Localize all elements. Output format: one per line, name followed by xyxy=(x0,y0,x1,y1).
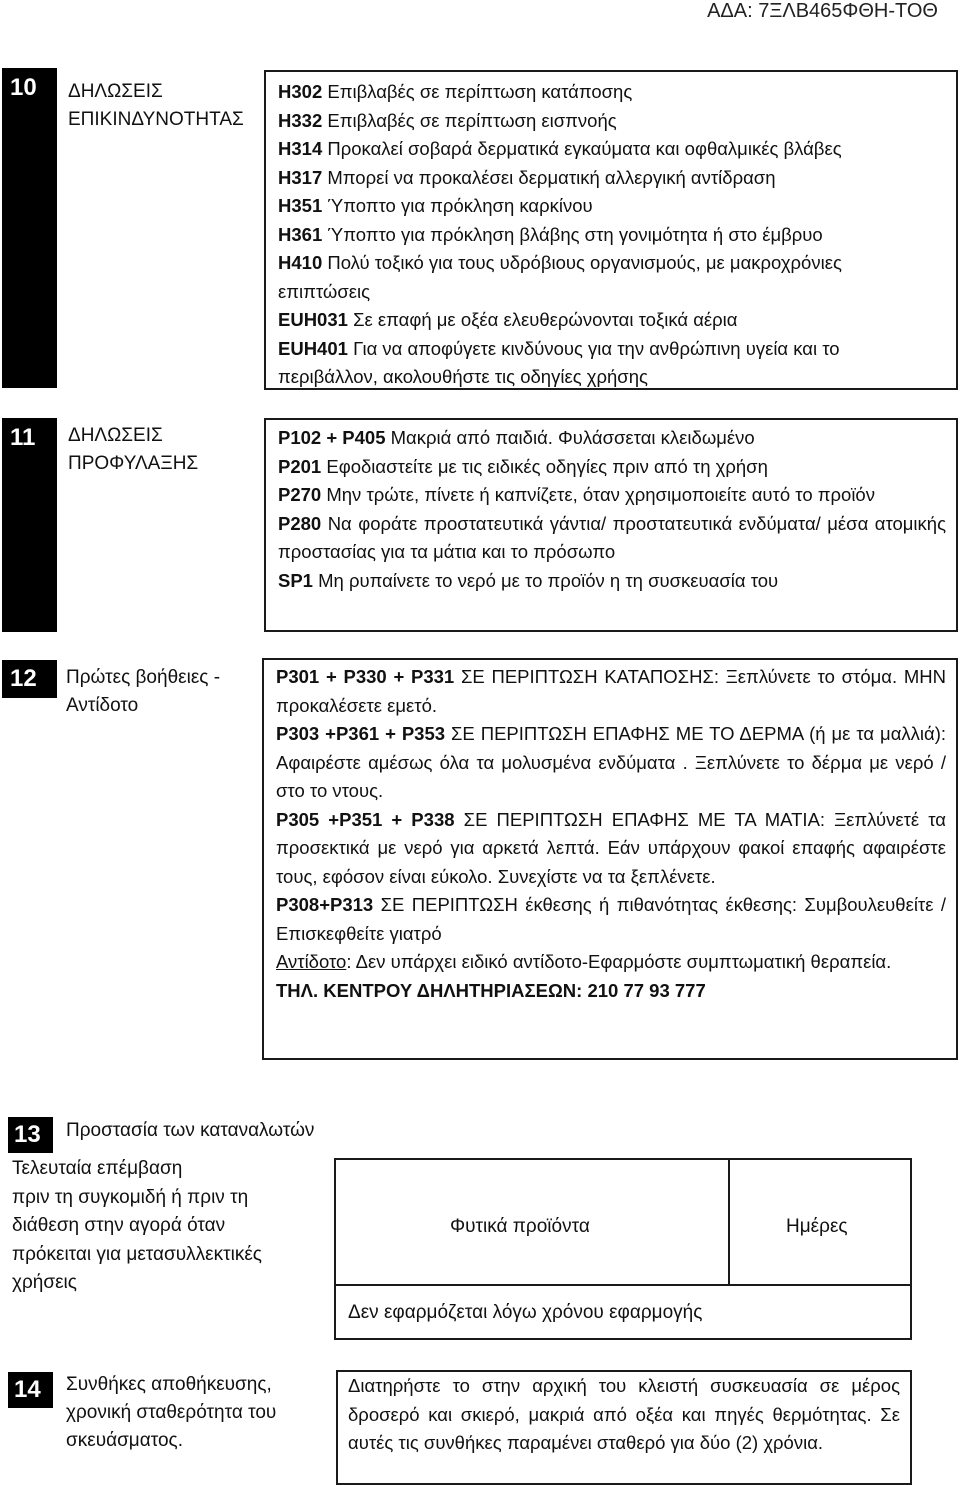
hazard-line: EUH031 Σε επαφή με οξέα ελευθερώνονται τοξικά αέρια xyxy=(278,309,738,330)
section-10-number-box xyxy=(2,68,57,388)
phi-table-divider xyxy=(728,1160,730,1284)
section-12-number-box xyxy=(2,660,57,698)
poison-center-phone: ΤΗΛ. ΚΕΝΤΡΟΥ ΔΗΛΗΤΗΡΙΑΣΕΩΝ: 210 77 93 777 xyxy=(276,979,706,1001)
hazard-line: EUH401 Για να αποφύγετε κινδύνους για την ανθρώπινη υγεία και το xyxy=(278,337,840,359)
section-11-number-box xyxy=(2,418,57,632)
hazard-line: H302 Επιβλαβές σε περίπτωση κατάποσης xyxy=(278,81,633,102)
precaution-line: P270 Μην τρώτε, πίνετε ή καπνίζετε, όταν χρησιμοποιείτε αυτό το προϊόν xyxy=(278,484,875,505)
section-11-title: ΔΗΛΩΣΕΙΣ ΠΡΟΦΥΛΑΞΗΣ xyxy=(68,425,199,474)
precaution-line: P280 Να φοράτε προστατευτικά γάντια/ προστατευτικά ενδύματα/ μέσα ατομικής προστασίας για τα μάτια και το πρόσωπο xyxy=(278,512,946,562)
hazard-line: H314 Προκαλεί σοβαρά δερματικά εγκαύματα και οφθαλμικές βλάβες xyxy=(278,138,842,159)
section-14-number-box xyxy=(8,1372,53,1408)
section-10-number: 10 xyxy=(10,74,37,101)
section-13-title: Προστασία των καταναλωτών xyxy=(66,1120,315,1141)
hazard-line: H351 Ύποπτο για πρόκληση καρκίνου xyxy=(278,195,593,216)
hazard-line: H332 Επιβλαβές σε περίπτωση εισπνοής xyxy=(278,109,617,131)
precaution-line: P102 + P405 Μακριά από παιδιά. Φυλάσσεται κλειδωμένο xyxy=(278,427,755,448)
section-14-title: Συνθήκες αποθήκευσης, χρονική σταθερότητα του σκευάσματος. xyxy=(66,1374,277,1451)
first-aid-box xyxy=(262,658,958,1060)
ada-header: ΑΔΑ: 7ΞΛΒ465ΦΘΗ-ΤΟΘ xyxy=(707,0,938,22)
phi-table-rule xyxy=(336,1284,910,1286)
phi-col-days: Ημέρες xyxy=(786,1216,848,1237)
section-14-number: 14 xyxy=(14,1376,41,1403)
precautionary-statements-box xyxy=(264,418,958,632)
hazard-line: H317 Μπορεί να προκαλέσει δερματική αλλεργική αντίδραση xyxy=(278,166,776,188)
storage-box xyxy=(336,1370,912,1485)
section-11-number: 11 xyxy=(10,424,36,451)
antidote: Αντίδοτο: Δεν υπάρχει ειδικό αντίδοτο-Εφαρμόστε συμπτωματική θεραπεία. xyxy=(276,951,892,972)
first-aid-exposure: P308+P313 ΣΕ ΠΕΡΙΠΤΩΣΗ έκθεσης ή πιθανότητας έκθεσης: Συμβουλευθείτε / Επισκεφθείτε γιατρό xyxy=(276,894,946,944)
storage-text: Διατηρήστε το στην αρχική του κλειστή συσκευασία σε μέρος δροσερό και σκιερό, μακριά από οξέα και πηγές θερμότητας. Σε αυτές τις συνθήκες παραμένει σταθερό για δύο (2) χρόνια. xyxy=(348,1375,900,1453)
hazard-line: H410 Πολύ τοξικό για τους υδρόβιους οργανισμούς, με μακροχρόνιες xyxy=(278,252,842,273)
section-12-number: 12 xyxy=(10,665,37,692)
first-aid-skin: P303 +P361 + P353 ΣΕ ΠΕΡΙΠΤΩΣΗ ΕΠΑΦΗΣ ΜΕ ΤΟ ΔΕΡΜΑ (ή με τα μαλλιά): Αφαιρέστε αμέσως όλα τα μολυσμένα ενδύματα . Ξεπλύνετε το δέρμα με νερό /στο το ντους. xyxy=(276,723,946,801)
hazard-line: περιβάλλον, ακολουθήστε τις οδηγίες χρήσης xyxy=(278,366,648,387)
first-aid-ingestion: P301 + P330 + P331 ΣΕ ΠΕΡΙΠΤΩΣΗ ΚΑΤΑΠΟΣΗΣ: Ξεπλύνετε το στόμα. ΜΗΝ προκαλέσετε εμετό. xyxy=(276,666,946,716)
phi-note: Δεν εφαρμόζεται λόγω χρόνου εφαρμογής xyxy=(348,1302,703,1323)
hazard-statements-box xyxy=(264,70,958,390)
first-aid-eyes: P305 +P351 + P338 ΣΕ ΠΕΡΙΠΤΩΣΗ ΕΠΑΦΗΣ ΜΕ ΤΑ ΜΑΤΙΑ: Ξεπλύνετέ τα προσεκτικά με νερό για αρκετά λεπτά. Εάν υπάρχουν φακοί επαφής αφαιρέστε τους, εφόσον είναι εύκολο. Συνεχίστε να τα ξεπλένετε. xyxy=(276,808,947,887)
precaution-line: P201 Εφοδιαστείτε με τις ειδικές οδηγίες πριν από τη χρήση xyxy=(278,455,768,477)
phi-col-products: Φυτικά προϊόντα xyxy=(450,1216,590,1237)
section-10-title: ΔΗΛΩΣΕΙΣ ΕΠΙΚΙΝΔΥΝΟΤΗΤΑΣ xyxy=(68,81,244,130)
section-13-left-text: Τελευταία επέμβαση πριν τη συγκομιδή ή πριν τη διάθεση στην αγορά όταν πρόκειται για μετασυλλεκτικές χρήσεις xyxy=(12,1158,262,1293)
hazard-line: επιπτώσεις xyxy=(278,280,371,302)
section-13-number-box xyxy=(8,1117,53,1153)
hazard-line: H361 Ύποπτο για πρόκληση βλάβης στη γονιμότητα ή στο έμβρυο xyxy=(278,223,823,245)
phi-table xyxy=(334,1158,912,1340)
section-12-title: Πρώτες βοήθειες - Αντίδοτο xyxy=(66,667,221,716)
precaution-line: SP1 Μη ρυπαίνετε το νερό με το προϊόν η τη συσκευασία του xyxy=(278,569,779,591)
section-13-number: 13 xyxy=(14,1121,41,1148)
